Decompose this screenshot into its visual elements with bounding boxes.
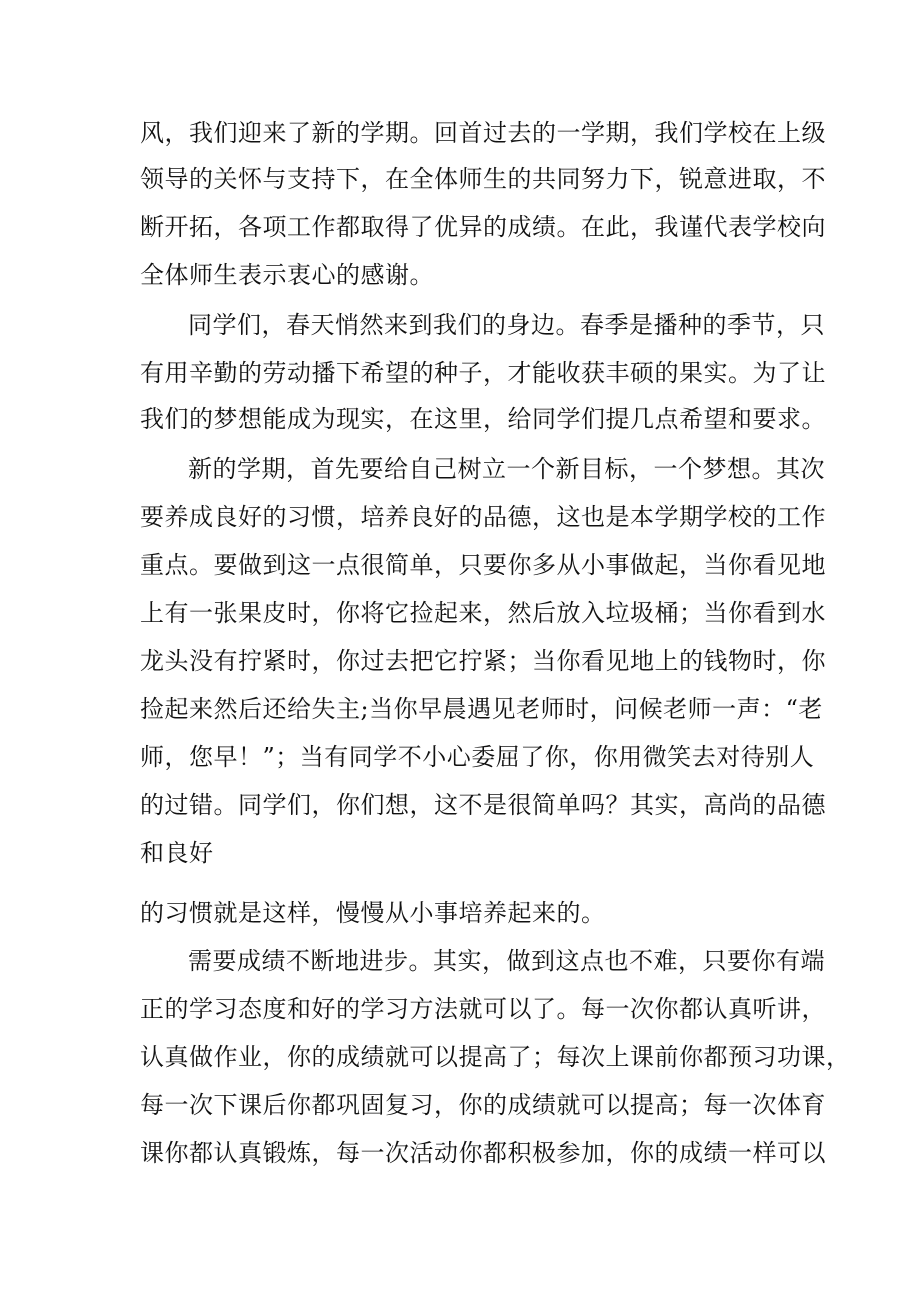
text-line: 认真做作业，你的成绩就可以提高了；每次上课前你都预习功课，: [140, 1043, 851, 1071]
text-line: 和良好: [140, 839, 214, 867]
text-line: 的过错。同学们，你们想，这不是很简单吗？其实，高尚的品德: [140, 791, 826, 819]
text-line: 每一次下课后你都巩固复习，你的成绩就可以提高；每一次体育: [140, 1091, 826, 1119]
text-line: 断开拓，各项工作都取得了优异的成绩。在此，我谨代表学校向: [140, 213, 826, 241]
text-line: 风，我们迎来了新的学期。回首过去的一学期，我们学校在上级: [140, 119, 826, 147]
text-line: 全体师生表示衷心的感谢。: [140, 261, 434, 289]
text-line: 要养成良好的习惯，培养良好的品德，这也是本学期学校的工作: [140, 503, 826, 531]
text-line: 龙头没有拧紧时，你过去把它拧紧；当你看见地上的钱物时，你: [140, 647, 826, 675]
text-line: 的习惯就是这样，慢慢从小事培养起来的。: [140, 899, 606, 927]
text-line: 师，您早！”；当有同学不小心委屈了你，你用微笑去对待别人: [140, 743, 815, 771]
text-line: 正的学习态度和好的学习方法就可以了。每一次你都认真听讲，: [140, 995, 826, 1023]
text-line: 我们的梦想能成为现实，在这里，给同学们提几点希望和要求。: [140, 405, 826, 433]
text-line: 有用辛勤的劳动播下希望的种子，才能收获丰硕的果实。为了让: [140, 359, 826, 387]
text-line: 重点。要做到这一点很简单，只要你多从小事做起，当你看见地: [140, 551, 826, 579]
text-line: 捡起来然后还给失主;当你早晨遇见老师时，问候老师一声：“老: [140, 695, 823, 723]
text-line: 上有一张果皮时，你将它捡起来，然后放入垃圾桶；当你看到水: [140, 599, 826, 627]
text-line: 课你都认真锻炼，每一次活动你都积极参加，你的成绩一样可以: [140, 1139, 826, 1167]
paragraph-start-line: 同学们，春天悄然来到我们的身边。春季是播种的季节，只: [188, 311, 825, 339]
paragraph-start-line: 需要成绩不断地进步。其实，做到这点也不难，只要你有端: [188, 947, 825, 975]
text-line: 领导的关怀与支持下，在全体师生的共同努力下，锐意进取，不: [140, 165, 826, 193]
paragraph-start-line: 新的学期，首先要给自己树立一个新目标，一个梦想。其次: [188, 455, 825, 483]
